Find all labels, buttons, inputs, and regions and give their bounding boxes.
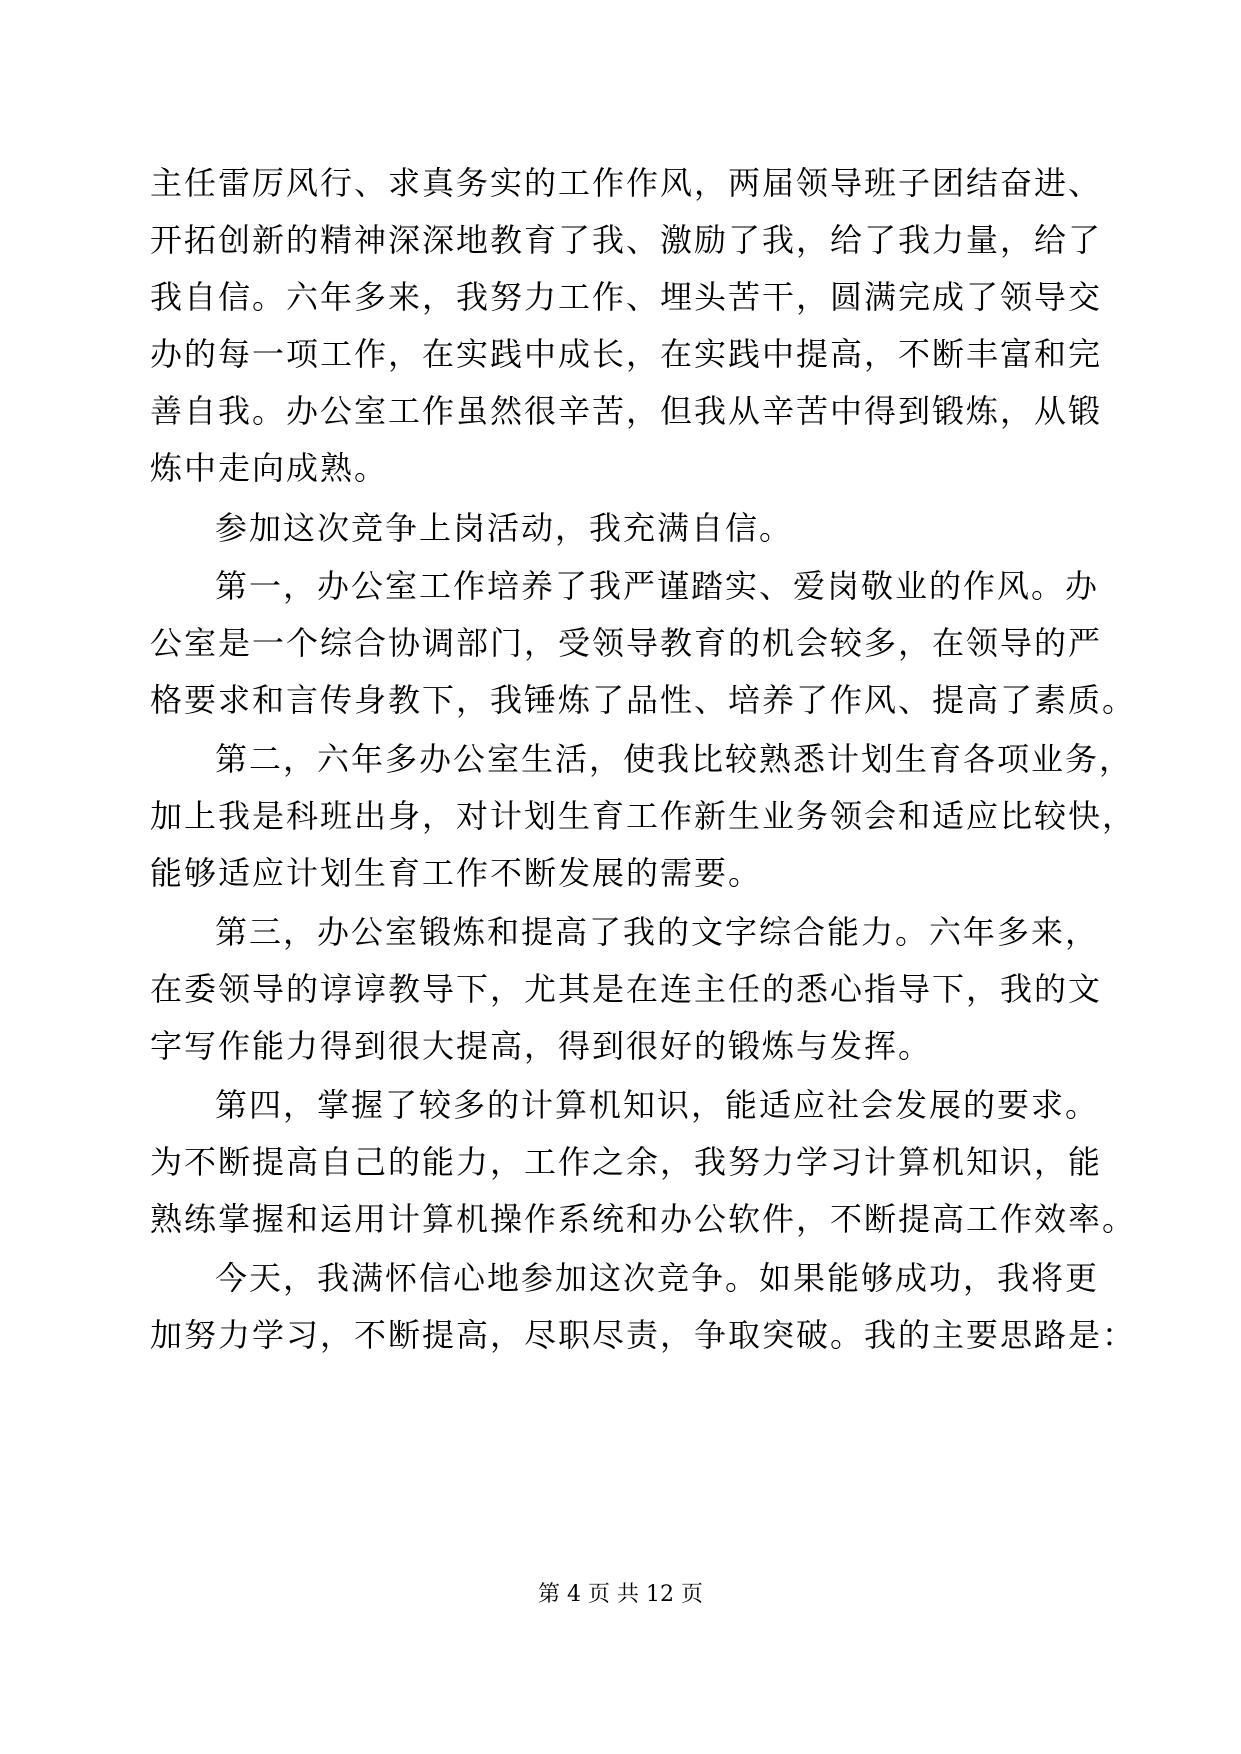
paragraph-start: 参加这次竞争上岗活动，我充满自信。 (215, 509, 794, 547)
page-footer: 第 4 页 共 12 页 (538, 1582, 703, 1607)
text-line: 加努力学习，不断提高，尽职尽责，争取突破。我的主要思路是： (150, 1316, 1137, 1354)
text-line: 办的每一项工作，在实践中成长，在实践中提高，不断丰富和完 (150, 335, 1103, 373)
text-line: 主任雷厉风行、求真务实的工作作风，两届领导班子团结奋进、 (150, 164, 1103, 202)
paragraph-start: 第一，办公室工作培养了我严谨踏实、爱岗敬业的作风。办 (215, 567, 1100, 605)
text-line: 我自信。六年多来，我努力工作、埋头苦干，圆满完成了领导交 (150, 278, 1103, 316)
text-line: 熟练掌握和运用计算机操作系统和办公软件，不断提高工作效率。 (150, 1200, 1137, 1238)
paragraph-start: 第二，六年多办公室生活，使我比较熟悉计划生育各项业务， (215, 740, 1134, 778)
paragraph-start: 第四，掌握了较多的计算机知识，能适应社会发展的要求。 (215, 1086, 1100, 1124)
paragraph-start: 第三，办公室锻炼和提高了我的文字综合能力。六年多来， (215, 913, 1100, 951)
text-line: 为不断提高自己的能力，工作之余，我努力学习计算机知识，能 (150, 1143, 1103, 1181)
text-line: 格要求和言传身教下，我锤炼了品性、培养了作风、提高了素质。 (150, 681, 1137, 719)
paragraph-start: 今天，我满怀信心地参加这次竞争。如果能够成功，我将更 (215, 1259, 1100, 1297)
text-line: 能够适应计划生育工作不断发展的需要。 (150, 854, 763, 892)
text-line: 公室是一个综合协调部门，受领导教育的机会较多，在领导的严 (150, 624, 1103, 662)
text-line: 在委领导的谆谆教导下，尤其是在连主任的悉心指导下，我的文 (150, 970, 1103, 1008)
text-line: 炼中走向成熟。 (150, 449, 389, 487)
text-line: 善自我。办公室工作虽然很辛苦，但我从辛苦中得到锻炼，从锻 (150, 392, 1103, 430)
text-line: 开拓创新的精神深深地教育了我、激励了我，给了我力量，给了 (150, 221, 1103, 259)
text-line: 加上我是科班出身，对计划生育工作新生业务领会和适应比较快， (150, 797, 1137, 835)
text-line: 字写作能力得到很大提高，得到很好的锻炼与发挥。 (150, 1027, 933, 1065)
